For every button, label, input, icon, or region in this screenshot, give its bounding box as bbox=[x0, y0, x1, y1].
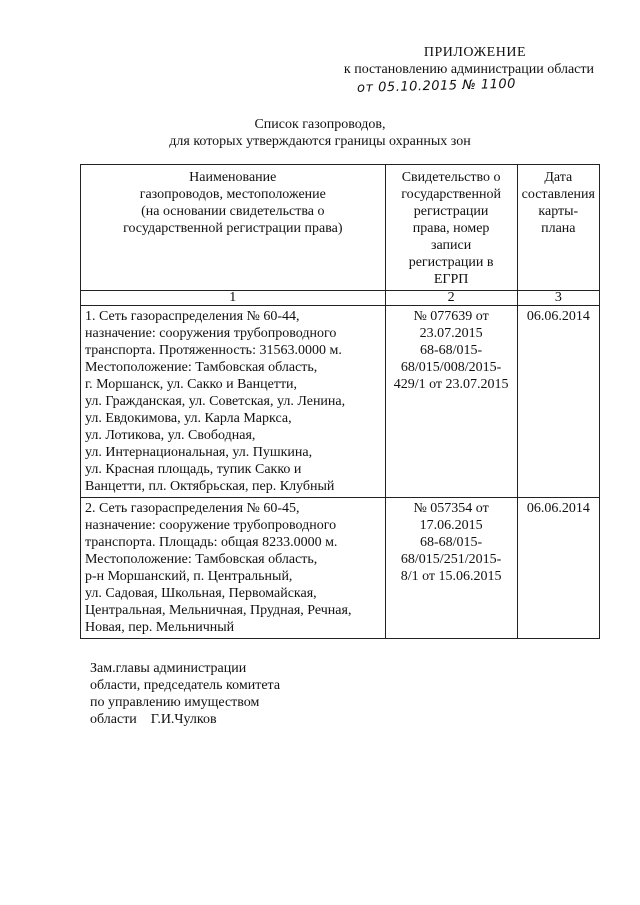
cert-line: 8/1 от 15.06.2015 bbox=[400, 569, 502, 584]
title-line-2: для которых утверждаются границы охранных зон bbox=[169, 134, 471, 149]
signature-block bbox=[90, 660, 280, 728]
desc-line: ул. Гражданская, ул. Советская, ул. Ленина, bbox=[85, 394, 346, 409]
row-2-date: 06.06.2014 bbox=[517, 498, 599, 639]
header-name-cell bbox=[81, 165, 386, 291]
cert-line: 68/015/008/2015- bbox=[400, 360, 502, 375]
header-line: записи bbox=[430, 238, 472, 253]
cert-line: 68/015/251/2015- bbox=[400, 552, 502, 567]
cert-line: № 057354 от bbox=[413, 501, 489, 516]
appendix-subtitle: к постановлению администрации области bbox=[343, 62, 594, 77]
cert-line: 68-68/015- bbox=[419, 535, 483, 550]
desc-line: назначение: сооружение трубопроводного bbox=[85, 518, 337, 533]
row-1-date: 06.06.2014 bbox=[517, 306, 599, 498]
row-1-certificate bbox=[385, 306, 517, 498]
desc-line: Ванцетти, пл. Октябрьская, пер. Клубный bbox=[85, 479, 335, 494]
cert-line: 23.07.2015 bbox=[419, 326, 483, 341]
desc-line: Местоположение: Тамбовская область, bbox=[85, 552, 318, 567]
signature-line: по управлению имуществом bbox=[90, 695, 260, 710]
column-number: 2 bbox=[385, 291, 517, 306]
row-2-certificate bbox=[385, 498, 517, 639]
desc-line: транспорта. Площадь: общая 8233.0000 м. bbox=[85, 535, 338, 550]
header-line: газопроводов, местоположение bbox=[139, 187, 326, 202]
header-date-cell bbox=[517, 165, 599, 291]
header-line: государственной bbox=[401, 187, 501, 202]
desc-line: р-н Моршанский, п. Центральный, bbox=[85, 569, 293, 584]
column-number: 3 bbox=[517, 291, 599, 306]
header-line: государственной регистрации права) bbox=[123, 221, 343, 236]
signature-line: области, председатель комитета bbox=[90, 678, 281, 693]
title-line-1: Список газопроводов, bbox=[254, 117, 386, 132]
appendix-block bbox=[264, 44, 594, 96]
header-line: права, номер bbox=[412, 221, 490, 236]
row-2-description bbox=[81, 498, 386, 639]
table-row bbox=[81, 498, 600, 639]
header-line: ЕГРП bbox=[433, 272, 469, 287]
cert-line: 429/1 от 23.07.2015 bbox=[393, 377, 509, 392]
cert-line: 68-68/015- bbox=[419, 343, 483, 358]
handwritten-date: от 05.10.2015 № 1100 bbox=[356, 76, 517, 96]
desc-line: г. Моршанск, ул. Сакко и Ванцетти, bbox=[85, 377, 298, 392]
desc-line: ул. Лотикова, ул. Свободная, bbox=[85, 428, 256, 443]
desc-line: ул. Красная площадь, тупик Сакко и bbox=[85, 462, 302, 477]
header-line: плана bbox=[541, 221, 576, 236]
header-line: карты- bbox=[538, 204, 579, 219]
desc-line: назначение: сооружения трубопроводного bbox=[85, 326, 337, 341]
desc-line: транспорта. Протяженность: 31563.0000 м. bbox=[85, 343, 342, 358]
header-line: Свидетельство о bbox=[401, 170, 501, 185]
column-number: 1 bbox=[81, 291, 386, 306]
desc-line: Местоположение: Тамбовская область, bbox=[85, 360, 318, 375]
desc-line: 2. Сеть газораспределения № 60-45, bbox=[85, 501, 300, 516]
table-header-row bbox=[81, 165, 600, 291]
desc-line: ул. Евдокимова, ул. Карла Маркса, bbox=[85, 411, 292, 426]
column-number-row bbox=[81, 291, 600, 306]
desc-line: Центральная, Мельничная, Прудная, Речная, bbox=[85, 603, 352, 618]
desc-line: 1. Сеть газораспределения № 60-44, bbox=[85, 309, 300, 324]
header-line: Дата bbox=[544, 170, 573, 185]
desc-line: ул. Садовая, Школьная, Первомайская, bbox=[85, 586, 317, 601]
table-row bbox=[81, 306, 600, 498]
desc-line: Новая, пер. Мельничный bbox=[85, 620, 235, 635]
header-line: (на основании свидетельства о bbox=[141, 204, 325, 219]
gas-pipelines-table bbox=[80, 164, 600, 639]
document-title bbox=[0, 116, 640, 150]
cert-line: 17.06.2015 bbox=[419, 518, 483, 533]
signature-line: области Г.И.Чулков bbox=[90, 712, 217, 727]
row-1-description bbox=[81, 306, 386, 498]
header-line: составления bbox=[521, 187, 595, 202]
desc-line: ул. Интернациональная, ул. Пушкина, bbox=[85, 445, 313, 460]
header-certificate-cell bbox=[385, 165, 517, 291]
header-line: регистрации bbox=[413, 204, 489, 219]
header-line: Наименование bbox=[189, 170, 277, 185]
appendix-title: ПРИЛОЖЕНИЕ bbox=[423, 45, 526, 60]
signature-line: Зам.главы администрации bbox=[90, 661, 247, 676]
cert-line: № 077639 от bbox=[413, 309, 489, 324]
header-line: регистрации в bbox=[408, 255, 494, 270]
